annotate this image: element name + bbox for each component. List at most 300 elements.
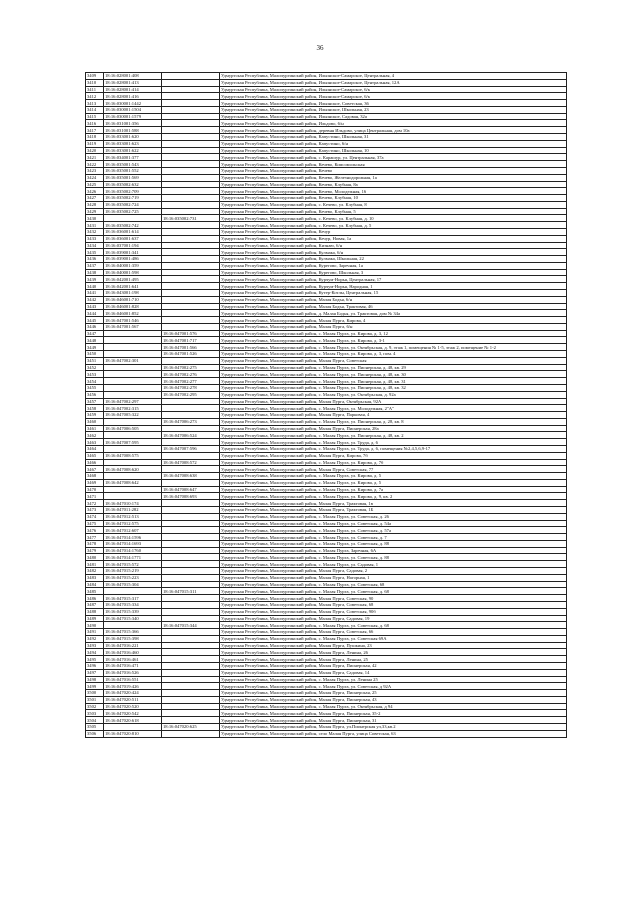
object-number-cell: 18:16:047008:693 bbox=[162, 493, 220, 500]
table-row bbox=[86, 276, 567, 283]
row-number-cell: 3451 bbox=[86, 357, 104, 364]
table-row bbox=[86, 235, 567, 242]
land-plot-number-cell: 18:16:047020:542 bbox=[104, 710, 162, 717]
object-number-cell bbox=[162, 181, 220, 188]
object-number-cell bbox=[162, 425, 220, 432]
address-cell: Удмуртская Республика, Малопургинский район, с. Малая Пурга, ул. Пионерская, д. 48, кв. 31 bbox=[220, 378, 567, 385]
object-number-cell: 18:16:047001:717 bbox=[162, 337, 220, 344]
object-number-cell: 18:16:047006:273 bbox=[162, 418, 220, 425]
row-number-cell: 3484 bbox=[86, 581, 104, 588]
land-plot-number-cell bbox=[104, 371, 162, 378]
row-number-cell: 3499 bbox=[86, 683, 104, 690]
address-cell: Удмуртская Республика, Малопургинский район, Кечево, Молодежная, 16 bbox=[220, 188, 567, 195]
object-number-cell bbox=[162, 113, 220, 120]
object-number-cell bbox=[162, 127, 220, 134]
row-number-cell: 3495 bbox=[86, 656, 104, 663]
land-plot-number-cell bbox=[104, 486, 162, 493]
object-number-cell bbox=[162, 208, 220, 215]
address-cell: Удмуртская Республика, Малопургинский район, Малая Пурга, ул.Пионерская ул,33,кв.2 bbox=[220, 724, 567, 731]
object-number-cell bbox=[162, 574, 220, 581]
object-number-cell bbox=[162, 405, 220, 412]
object-number-cell bbox=[162, 290, 220, 297]
address-cell: Удмуртская Республика, Малопургинский район, с. Малая Пурга, ул. Кирова, д. 7а bbox=[220, 486, 567, 493]
object-number-cell bbox=[162, 283, 220, 290]
row-number-cell: 3491 bbox=[86, 629, 104, 636]
table-row bbox=[86, 581, 567, 588]
land-plot-number-cell: 18:16:047020:511 bbox=[104, 696, 162, 703]
land-plot-number-cell: 18:16:035002:719 bbox=[104, 195, 162, 202]
address-cell: Удмуртская Республика, Малопургинский район, Малая Пурга, Советская, 90б bbox=[220, 608, 567, 615]
address-cell: Удмуртская Республика, Малопургинский район, Кечево, Клубная, 5 bbox=[220, 208, 567, 215]
table-row bbox=[86, 242, 567, 249]
object-number-cell bbox=[162, 303, 220, 310]
table-row bbox=[86, 724, 567, 731]
table-row bbox=[86, 249, 567, 256]
table-row bbox=[86, 662, 567, 669]
table-row bbox=[86, 290, 567, 297]
address-cell: Удмуртская Республика, Малопургинский район, Ильинское, Советская, 36 bbox=[220, 100, 567, 107]
row-number-cell: 3455 bbox=[86, 384, 104, 391]
land-plot-number-cell: 18:16:035002:724 bbox=[104, 201, 162, 208]
land-plot-number-cell: 18:16:047008:620 bbox=[104, 466, 162, 473]
address-cell: Удмуртская Республика, Малопургинский район, с. Малая Пурга, Заречная, 6А bbox=[220, 547, 567, 554]
address-cell: Удмуртская Республика, Малопургинский район, Кечево, Железнодорожная, 1а bbox=[220, 174, 567, 181]
land-plot-number-cell: 18:16:033001:622 bbox=[104, 147, 162, 154]
table-row bbox=[86, 629, 567, 636]
object-number-cell bbox=[162, 120, 220, 127]
land-plot-number-cell: 18:16:034001:377 bbox=[104, 154, 162, 161]
address-cell: Удмуртская Республика, Малопургинский район, Малая Пурга, Садовая, 2 bbox=[220, 568, 567, 575]
address-cell: Удмуртская Республика, Малопургинский район, Кизнаю, 6/н bbox=[220, 242, 567, 249]
object-number-cell bbox=[162, 676, 220, 683]
table-row bbox=[86, 588, 567, 595]
land-plot-number-cell bbox=[104, 384, 162, 391]
land-plot-number-cell: 18:16:047015:304 bbox=[104, 581, 162, 588]
table-row bbox=[86, 378, 567, 385]
land-plot-number-cell: 18:16:047016:461 bbox=[104, 656, 162, 663]
land-plot-number-cell bbox=[104, 493, 162, 500]
land-plot-number-cell bbox=[104, 337, 162, 344]
land-plot-number-cell: 18:16:047015:366 bbox=[104, 629, 162, 636]
row-number-cell: 3429 bbox=[86, 208, 104, 215]
row-number-cell: 3457 bbox=[86, 398, 104, 405]
address-cell: Удмуртская Республика, Малопургинский район, Малая Пурга, Ленина, 26 bbox=[220, 649, 567, 656]
row-number-cell: 3479 bbox=[86, 547, 104, 554]
registry-body bbox=[86, 73, 567, 738]
row-number-cell: 3412 bbox=[86, 93, 104, 100]
table-row bbox=[86, 473, 567, 480]
address-cell: Удмуртская Республика, Малопургинский район, Кечево bbox=[220, 167, 567, 174]
address-cell: Удмуртская Республика, Малопургинский район, с. Малая Пурга, ул. Кирова, д. 9, кв. 2 bbox=[220, 493, 567, 500]
land-plot-number-cell: 18:16:047014:1771 bbox=[104, 554, 162, 561]
row-number-cell: 3433 bbox=[86, 235, 104, 242]
table-row bbox=[86, 669, 567, 676]
object-number-cell bbox=[162, 269, 220, 276]
table-row bbox=[86, 534, 567, 541]
table-row bbox=[86, 635, 567, 642]
land-plot-number-cell: 18:16:047002:297 bbox=[104, 398, 162, 405]
address-cell: Удмуртская Республика, Малопургинский район, Ильдово, 6/н bbox=[220, 120, 567, 127]
table-row bbox=[86, 595, 567, 602]
row-number-cell: 3501 bbox=[86, 696, 104, 703]
object-number-cell bbox=[162, 140, 220, 147]
object-number-cell bbox=[162, 398, 220, 405]
table-row bbox=[86, 188, 567, 195]
table-row bbox=[86, 93, 567, 100]
address-cell: Удмуртская Республика, Малопургинский район, д. Малая Бодья, ул. Трактовая, дом № 34а bbox=[220, 310, 567, 317]
land-plot-number-cell: 18:16:035002:632 bbox=[104, 181, 162, 188]
object-number-cell bbox=[162, 696, 220, 703]
object-number-cell bbox=[162, 595, 220, 602]
table-row bbox=[86, 466, 567, 473]
object-number-cell: 18:16:047007:596 bbox=[162, 445, 220, 452]
table-row bbox=[86, 208, 567, 215]
address-cell: Удмуртская Республика, Малопургинский район, с. Малая Пурга, ул. Кирова, д. 3, 12 bbox=[220, 330, 567, 337]
table-row bbox=[86, 371, 567, 378]
address-cell: Удмуртская Республика, Малопургинский район, Капустино, 6/н bbox=[220, 140, 567, 147]
land-plot-number-cell bbox=[104, 351, 162, 358]
object-number-cell bbox=[162, 310, 220, 317]
object-number-cell bbox=[162, 635, 220, 642]
address-cell: Удмуртская Республика, Малопургинский район, Малая Пурга, Кирова, 7б bbox=[220, 452, 567, 459]
land-plot-number-cell: 18:16:028001:414 bbox=[104, 86, 162, 93]
address-cell: Удмуртская Республика, Малопургинский район, с. Малая Пурга, ул. Советская, д. 7 bbox=[220, 534, 567, 541]
table-row bbox=[86, 296, 567, 303]
address-cell: Удмуртская Республика, Малопургинский район, Малая Пурга, Советская, 66 bbox=[220, 629, 567, 636]
object-number-cell bbox=[162, 167, 220, 174]
row-number-cell: 3500 bbox=[86, 690, 104, 697]
row-number-cell: 3437 bbox=[86, 262, 104, 269]
address-cell: Удмуртская Республика, Малопургинский район, с. Малая Пурга, ул. Молодежная, 2"А" bbox=[220, 405, 567, 412]
row-number-cell: 3482 bbox=[86, 568, 104, 575]
row-number-cell: 3442 bbox=[86, 296, 104, 303]
object-number-cell bbox=[162, 710, 220, 717]
object-number-cell bbox=[162, 615, 220, 622]
address-cell: Удмуртская Республика, Малопургинский район, с. Малая Пурга, ул. Октябрьская, д. 92а bbox=[220, 391, 567, 398]
table-row bbox=[86, 554, 567, 561]
land-plot-number-cell bbox=[104, 445, 162, 452]
address-cell: Удмуртская Республика, Малопургинский район, Курчум-Норья, Центральная, 17 bbox=[220, 276, 567, 283]
row-number-cell: 3426 bbox=[86, 188, 104, 195]
table-row bbox=[86, 500, 567, 507]
land-plot-number-cell: 18:16:043001:198 bbox=[104, 290, 162, 297]
address-cell: Удмуртская Республика, Малопургинский район, Малая Пурга, Советская bbox=[220, 357, 567, 364]
land-plot-number-cell: 18:16:047008:575 bbox=[104, 452, 162, 459]
row-number-cell: 3410 bbox=[86, 79, 104, 86]
land-plot-number-cell: 18:16:042001:495 bbox=[104, 276, 162, 283]
table-row bbox=[86, 622, 567, 629]
row-number-cell: 3506 bbox=[86, 730, 104, 737]
table-row bbox=[86, 283, 567, 290]
row-number-cell: 3454 bbox=[86, 378, 104, 385]
land-plot-number-cell bbox=[104, 459, 162, 466]
object-number-cell bbox=[162, 242, 220, 249]
object-number-cell: 18:16:047008:638 bbox=[162, 473, 220, 480]
address-cell: Удмуртская Республика, Малопургинский район, Малая Пурга, Пионерская, 31 bbox=[220, 717, 567, 724]
table-row bbox=[86, 405, 567, 412]
object-number-cell: 18:16:047001:576 bbox=[162, 330, 220, 337]
object-number-cell bbox=[162, 527, 220, 534]
object-number-cell bbox=[162, 412, 220, 419]
row-number-cell: 3465 bbox=[86, 452, 104, 459]
table-row bbox=[86, 351, 567, 358]
row-number-cell: 3450 bbox=[86, 351, 104, 358]
address-cell: Удмуртская Республика, Малопургинский район, Курегово, Школьная, 3 bbox=[220, 269, 567, 276]
address-cell: Удмуртская Республика, Малопургинский район, Кечево, Клубная, 8а bbox=[220, 181, 567, 188]
row-number-cell: 3439 bbox=[86, 276, 104, 283]
address-cell: Удмуртская Республика, Малопургинский район, с. Малая Пурга, ул. Труда, д. 6 bbox=[220, 439, 567, 446]
row-number-cell: 3480 bbox=[86, 554, 104, 561]
row-number-cell: 3468 bbox=[86, 473, 104, 480]
table-row bbox=[86, 140, 567, 147]
object-number-cell bbox=[162, 717, 220, 724]
row-number-cell: 3441 bbox=[86, 290, 104, 297]
land-plot-number-cell: 18:16:028001:416 bbox=[104, 93, 162, 100]
row-number-cell: 3466 bbox=[86, 459, 104, 466]
object-number-cell bbox=[162, 629, 220, 636]
row-number-cell: 3461 bbox=[86, 425, 104, 432]
table-row bbox=[86, 391, 567, 398]
table-row bbox=[86, 147, 567, 154]
address-cell: Удмуртская Республика, Малопургинский район, с. Малая Пурга, ул. Советская, д. 88 bbox=[220, 540, 567, 547]
land-plot-number-cell bbox=[104, 344, 162, 351]
address-cell: Удмуртская Республика, Малопургинский район, Малая Пурга, Ленина, 25 bbox=[220, 656, 567, 663]
land-plot-number-cell: 18:16:047001:546 bbox=[104, 317, 162, 324]
address-cell: Удмуртская Республика, Малопургинский район, с. Малая Пурга, ул. Пионерская, д. 28, кв. 8 bbox=[220, 418, 567, 425]
land-plot-number-cell: 18:16:033001:620 bbox=[104, 134, 162, 141]
table-row bbox=[86, 215, 567, 222]
land-plot-number-cell bbox=[104, 432, 162, 439]
land-plot-number-cell: 18:16:030001:1504 bbox=[104, 106, 162, 113]
object-number-cell bbox=[162, 649, 220, 656]
object-number-cell bbox=[162, 669, 220, 676]
address-cell: Удмуртская Республика, Малопургинский район, с. Малая Пурга, ул. Октябрьская, д 94 bbox=[220, 703, 567, 710]
table-row bbox=[86, 127, 567, 134]
registry-table bbox=[85, 72, 567, 738]
table-row bbox=[86, 364, 567, 371]
land-plot-number-cell: 18:16:047020:810 bbox=[104, 730, 162, 737]
row-number-cell: 3443 bbox=[86, 303, 104, 310]
table-row bbox=[86, 513, 567, 520]
row-number-cell: 3415 bbox=[86, 113, 104, 120]
object-number-cell bbox=[162, 161, 220, 168]
land-plot-number-cell: 18:16:047015:572 bbox=[104, 561, 162, 568]
object-number-cell bbox=[162, 195, 220, 202]
table-row bbox=[86, 412, 567, 419]
row-number-cell: 3477 bbox=[86, 534, 104, 541]
address-cell: Удмуртская Республика, Малопургинский район, Малая Бодья, Трактовая, 46 bbox=[220, 303, 567, 310]
table-row bbox=[86, 656, 567, 663]
table-row bbox=[86, 615, 567, 622]
land-plot-number-cell: 18:16:047012:513 bbox=[104, 513, 162, 520]
table-row bbox=[86, 154, 567, 161]
table-row bbox=[86, 683, 567, 690]
address-cell: Удмуртская Республика, Малопургинский район, с. Малая Пурга, ул. Кирова, д. 5 bbox=[220, 473, 567, 480]
address-cell: Удмуртская Республика, Малопургинский район, Малая Пурга, Пионерская, 42 bbox=[220, 662, 567, 669]
land-plot-number-cell: 18:16:047014:1596 bbox=[104, 534, 162, 541]
land-plot-number-cell: 18:16:035001:543 bbox=[104, 161, 162, 168]
address-cell: Удмуртская Республика, Малопургинский район, с. Малая Пурга, ул. Кирова, д. 3, пом. 4 bbox=[220, 351, 567, 358]
object-number-cell bbox=[162, 656, 220, 663]
address-cell: Удмуртская Республика, Малопургинский район, Кечево, Клубная, 10 bbox=[220, 195, 567, 202]
land-plot-number-cell bbox=[104, 378, 162, 385]
land-plot-number-cell: 18:16:047007:595 bbox=[104, 439, 162, 446]
object-number-cell bbox=[162, 147, 220, 154]
row-number-cell: 3496 bbox=[86, 662, 104, 669]
land-plot-number-cell: 18:16:047014:1693 bbox=[104, 540, 162, 547]
row-number-cell: 3481 bbox=[86, 561, 104, 568]
land-plot-number-cell: 18:16:036001:614 bbox=[104, 228, 162, 235]
address-cell: Удмуртская Республика, Малопургинский район, Малая Пурга, Трактовая, 1Б bbox=[220, 507, 567, 514]
address-cell: Удмуртская Республика, Малопургинский район, деревня Ильдово, улица Центральная, дом 10а bbox=[220, 127, 567, 134]
row-number-cell: 3428 bbox=[86, 201, 104, 208]
land-plot-number-cell: 18:16:047002:315 bbox=[104, 405, 162, 412]
table-row bbox=[86, 418, 567, 425]
table-row bbox=[86, 161, 567, 168]
address-cell: Удмуртская Республика, Малопургинский район, с. Малая Пурга, ул. Советская 69А bbox=[220, 635, 567, 642]
land-plot-number-cell: 18:16:047010:174 bbox=[104, 500, 162, 507]
table-row bbox=[86, 303, 567, 310]
row-number-cell: 3497 bbox=[86, 669, 104, 676]
land-plot-number-cell: 18:16:040001:598 bbox=[104, 269, 162, 276]
table-row bbox=[86, 520, 567, 527]
land-plot-number-cell: 18:16:036001:637 bbox=[104, 235, 162, 242]
row-number-cell: 3473 bbox=[86, 507, 104, 514]
land-plot-number-cell: 18:16:046001:828 bbox=[104, 303, 162, 310]
address-cell: Удмуртская Республика, Малопургинский район, с. Малая Пурга, ул. Советская, д. 68 bbox=[220, 622, 567, 629]
row-number-cell: 3470 bbox=[86, 486, 104, 493]
address-cell: Удмуртская Республика, Малопургинский район, Малая Бодья, 6/н bbox=[220, 296, 567, 303]
object-number-cell bbox=[162, 534, 220, 541]
row-number-cell: 3418 bbox=[86, 134, 104, 141]
land-plot-number-cell: 18:16:035002:742 bbox=[104, 222, 162, 229]
table-row bbox=[86, 262, 567, 269]
address-cell: Удмуртская Республика, Малопургинский район, с. Кечево, ул. Клубная, д. 10 bbox=[220, 215, 567, 222]
row-number-cell: 3504 bbox=[86, 717, 104, 724]
row-number-cell: 3446 bbox=[86, 323, 104, 330]
land-plot-number-cell: 18:16:047015:340 bbox=[104, 615, 162, 622]
table-row bbox=[86, 574, 567, 581]
row-number-cell: 3420 bbox=[86, 147, 104, 154]
land-plot-number-cell bbox=[104, 724, 162, 731]
address-cell: Удмуртская Республика, Малопургинский район, Ильинское-Самарское, Центральная, 12А bbox=[220, 79, 567, 86]
address-cell: Удмуртская Республика, Малопургинский район, Кулмака, 6/н bbox=[220, 249, 567, 256]
object-number-cell bbox=[162, 79, 220, 86]
row-number-cell: 3458 bbox=[86, 405, 104, 412]
object-number-cell bbox=[162, 439, 220, 446]
object-number-cell bbox=[162, 249, 220, 256]
object-number-cell bbox=[162, 730, 220, 737]
table-row bbox=[86, 445, 567, 452]
object-number-cell: 18:16:047020:625 bbox=[162, 724, 220, 731]
row-number-cell: 3489 bbox=[86, 615, 104, 622]
row-number-cell: 3488 bbox=[86, 608, 104, 615]
land-plot-number-cell: 18:16:035002:709 bbox=[104, 188, 162, 195]
row-number-cell: 3469 bbox=[86, 479, 104, 486]
row-number-cell: 3478 bbox=[86, 540, 104, 547]
table-row bbox=[86, 649, 567, 656]
object-number-cell bbox=[162, 154, 220, 161]
object-number-cell bbox=[162, 93, 220, 100]
table-row bbox=[86, 601, 567, 608]
object-number-cell bbox=[162, 568, 220, 575]
object-number-cell bbox=[162, 507, 220, 514]
row-number-cell: 3425 bbox=[86, 181, 104, 188]
address-cell: Удмуртская Республика, Малопургинский район, с. Малая Пурга, ул. Пионерская, д. 48, кв. 32 bbox=[220, 384, 567, 391]
table-row bbox=[86, 269, 567, 276]
row-number-cell: 3440 bbox=[86, 283, 104, 290]
address-cell: Удмуртская Республика, Малопургинский район, с. Малая Пурга, ул. Кирова, д. 3-1 bbox=[220, 337, 567, 344]
address-cell: Удмуртская Республика, Малопургинский район, Ильинское-Самарское, Центральная, 4 bbox=[220, 73, 567, 80]
address-cell: Удмуртская Республика, Малопургинский район, Малая Пурга, Пионерская, 25 bbox=[220, 690, 567, 697]
land-plot-number-cell: 18:16:047019:426 bbox=[104, 683, 162, 690]
object-number-cell bbox=[162, 100, 220, 107]
row-number-cell: 3453 bbox=[86, 371, 104, 378]
row-number-cell: 3456 bbox=[86, 391, 104, 398]
row-number-cell: 3505 bbox=[86, 724, 104, 731]
address-cell: Удмуртская Республика, Малопургинский район, с. Малая Пурга, ул. Ленина 25 bbox=[220, 676, 567, 683]
page-number: 36 bbox=[316, 44, 324, 52]
object-number-cell bbox=[162, 188, 220, 195]
address-cell: Удмуртская Республика, Малопургинский район, Малая Пурга, Советская, 68 bbox=[220, 601, 567, 608]
address-cell: Удмуртская Республика, Малопургинский район, Малая Пурга, Трактовая, 1в bbox=[220, 500, 567, 507]
row-number-cell: 3490 bbox=[86, 622, 104, 629]
object-number-cell bbox=[162, 547, 220, 554]
row-number-cell: 3493 bbox=[86, 642, 104, 649]
object-number-cell bbox=[162, 683, 220, 690]
table-row bbox=[86, 167, 567, 174]
row-number-cell: 3498 bbox=[86, 676, 104, 683]
object-number-cell bbox=[162, 174, 220, 181]
object-number-cell: 18:16:047008:572 bbox=[162, 459, 220, 466]
object-number-cell: 18:16:047015:311 bbox=[162, 588, 220, 595]
table-row bbox=[86, 710, 567, 717]
address-cell: Удмуртская Республика, Малопургинский район, Курегово, Заречная, 1а bbox=[220, 262, 567, 269]
land-plot-number-cell: 18:16:047015:223 bbox=[104, 574, 162, 581]
object-number-cell bbox=[162, 520, 220, 527]
table-row bbox=[86, 344, 567, 351]
land-plot-number-cell bbox=[104, 473, 162, 480]
land-plot-number-cell bbox=[104, 418, 162, 425]
object-number-cell bbox=[162, 262, 220, 269]
table-row bbox=[86, 181, 567, 188]
table-row bbox=[86, 100, 567, 107]
row-number-cell: 3474 bbox=[86, 513, 104, 520]
object-number-cell bbox=[162, 317, 220, 324]
address-cell: Удмуртская Республика, Малопургинский район, с. Малая Пурга, ул. Пионерская, д. 48, кв. 30 bbox=[220, 371, 567, 378]
object-number-cell bbox=[162, 479, 220, 486]
address-cell: Удмуртская Республика, Малопургинский район, Малая Пурга, Парковая, 4 bbox=[220, 412, 567, 419]
object-number-cell bbox=[162, 601, 220, 608]
row-number-cell: 3483 bbox=[86, 574, 104, 581]
address-cell: Удмуртская Республика, Малопургинский район, Курчум-Норья, Народная, 1 bbox=[220, 283, 567, 290]
object-number-cell bbox=[162, 323, 220, 330]
table-row bbox=[86, 357, 567, 364]
table-row bbox=[86, 384, 567, 391]
address-cell: Удмуртская Республика, Малопургинский район, с. Кечево, ул. Клубная, 8 bbox=[220, 201, 567, 208]
land-plot-number-cell: 18:16:047008:642 bbox=[104, 479, 162, 486]
land-plot-number-cell: 18:16:039001:486 bbox=[104, 256, 162, 263]
table-row bbox=[86, 398, 567, 405]
table-row bbox=[86, 120, 567, 127]
object-number-cell bbox=[162, 106, 220, 113]
land-plot-number-cell: 18:16:035001:569 bbox=[104, 174, 162, 181]
address-cell: Удмуртская Республика, Малопургинский район, Капустино, Школьная, 31 bbox=[220, 134, 567, 141]
table-row bbox=[86, 676, 567, 683]
land-plot-number-cell: 18:16:047015:317 bbox=[104, 595, 162, 602]
address-cell: Удмуртская Республика, Малопургинский район, с. Малая Пурга, ул. Советская, д. 57а bbox=[220, 527, 567, 534]
table-row bbox=[86, 79, 567, 86]
